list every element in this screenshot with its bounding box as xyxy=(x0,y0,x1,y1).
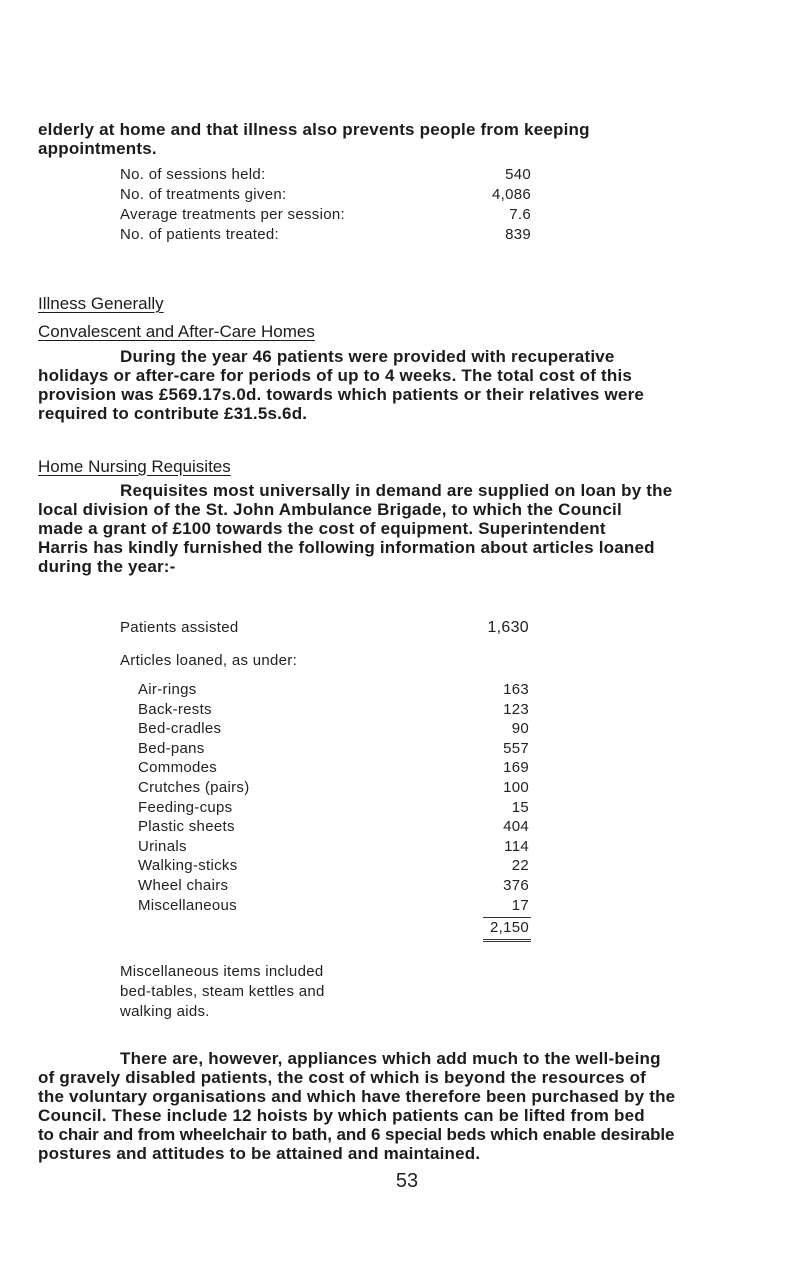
paragraph-line: made a grant of £100 towards the cost of equipment. Superintendent xyxy=(38,519,606,538)
total-double-rule xyxy=(483,939,531,942)
patients-assisted-label: Patients assisted xyxy=(120,619,239,636)
appliances-paragraph xyxy=(38,1049,798,1163)
paragraph-line: the voluntary organisations and which have therefore been purchased by the xyxy=(38,1087,676,1106)
paragraph-line: of gravely disabled patients, the cost of which is beyond the resources of xyxy=(38,1068,647,1087)
stats-value: 7.6 xyxy=(509,206,531,223)
intro-paragraph xyxy=(38,120,778,158)
paragraph-line: local division of the St. John Ambulance Brigade, to which the Council xyxy=(38,500,622,519)
item-value: 17 xyxy=(511,896,529,914)
list-item xyxy=(138,799,529,819)
item-value: 376 xyxy=(503,877,529,894)
list-item xyxy=(138,897,529,917)
intro-line: appointments. xyxy=(38,139,157,158)
item-label: Wheel chairs xyxy=(138,877,229,894)
list-item xyxy=(138,701,529,721)
item-value: 22 xyxy=(511,857,529,875)
paragraph-line: There are, however, appliances which add much to the well-being xyxy=(120,1049,661,1068)
total-rule xyxy=(483,917,531,918)
convalescent-heading: Convalescent and After-Care Homes xyxy=(38,322,315,341)
item-label: Miscellaneous xyxy=(138,896,237,914)
item-value: 123 xyxy=(503,700,529,718)
total-row xyxy=(470,919,529,939)
stats-value: 839 xyxy=(505,226,531,243)
item-value: 100 xyxy=(503,779,529,796)
stats-row xyxy=(120,186,531,206)
paragraph-line: provision was £569.17s.0d. towards which patients or their relatives were xyxy=(38,385,645,404)
item-label: Air-rings xyxy=(138,681,197,698)
sessions-stats xyxy=(120,166,531,256)
requisites-list xyxy=(138,681,529,921)
item-label: Back-rests xyxy=(138,700,212,718)
item-label: Crutches (pairs) xyxy=(138,779,250,796)
item-value: 169 xyxy=(503,759,529,777)
item-value: 15 xyxy=(511,798,529,816)
paragraph-line: Harris has kindly furnished the following information about articles loaned xyxy=(38,538,655,557)
note-line: bed-tables, steam kettles and xyxy=(120,983,325,1000)
stats-row xyxy=(120,166,531,186)
convalescent-paragraph xyxy=(38,347,778,423)
item-value: 404 xyxy=(503,818,529,836)
list-item xyxy=(138,838,529,858)
illness-generally-heading: Illness Generally xyxy=(38,294,164,313)
stats-value: 540 xyxy=(505,166,531,183)
item-value: 90 xyxy=(511,720,529,738)
page-number: 53 xyxy=(395,1170,419,1192)
item-value: 557 xyxy=(503,739,529,757)
list-item xyxy=(138,779,529,799)
item-value: 114 xyxy=(504,837,529,855)
item-value: 163 xyxy=(503,681,529,698)
paragraph-line: During the year 46 patients were provided with recuperative xyxy=(120,347,615,366)
patients-assisted-row xyxy=(120,619,529,639)
stats-label: No. of treatments given: xyxy=(120,186,287,203)
item-label: Walking-sticks xyxy=(138,857,238,875)
paragraph-line: Council. These include 12 hoists by which patients can be lifted from bed xyxy=(38,1106,645,1125)
intro-line: elderly at home and that illness also prevents people from keeping xyxy=(38,120,590,139)
paragraph-line: during the year:- xyxy=(38,557,176,576)
paragraph-line: required to contribute £31.5s.6d. xyxy=(38,404,308,423)
total-value: 2,150 xyxy=(489,919,529,936)
home-nursing-paragraph xyxy=(38,481,778,576)
item-label: Bed-cradles xyxy=(138,720,222,738)
stats-row xyxy=(120,226,531,246)
list-item xyxy=(138,720,529,740)
stats-label: No. of patients treated: xyxy=(120,226,279,243)
paragraph-line: Requisites most universally in demand are supplied on loan by the xyxy=(120,481,673,500)
paragraph-line: postures and attitudes to be attained and maintained. xyxy=(38,1144,481,1163)
stats-label: Average treatments per session: xyxy=(120,206,345,223)
list-item xyxy=(138,818,529,838)
home-nursing-heading: Home Nursing Requisites xyxy=(38,457,231,476)
stats-label: No. of sessions held: xyxy=(120,166,266,183)
miscellaneous-note xyxy=(120,962,325,1022)
item-label: Bed-pans xyxy=(138,739,205,757)
paragraph-line: holidays or after-care for periods of up to 4 weeks. The total cost of this xyxy=(38,366,633,385)
list-item xyxy=(138,857,529,877)
stats-row xyxy=(120,206,531,226)
articles-loaned-label: Articles loaned, as under: xyxy=(120,652,298,669)
list-item xyxy=(138,740,529,760)
paragraph-line: to chair and from wheelchair to bath, and 6 special beds which enable desirable xyxy=(38,1125,675,1144)
item-label: Feeding-cups xyxy=(138,798,233,816)
note-line: Miscellaneous items included xyxy=(120,963,324,980)
list-item xyxy=(138,681,529,701)
note-line: walking aids. xyxy=(120,1003,210,1020)
stats-value: 4,086 xyxy=(491,186,531,203)
item-label: Plastic sheets xyxy=(138,818,235,836)
list-item xyxy=(138,877,529,897)
patients-assisted-value: 1,630 xyxy=(487,619,529,636)
list-item xyxy=(138,759,529,779)
item-label: Urinals xyxy=(138,837,187,855)
item-label: Commodes xyxy=(138,759,218,777)
